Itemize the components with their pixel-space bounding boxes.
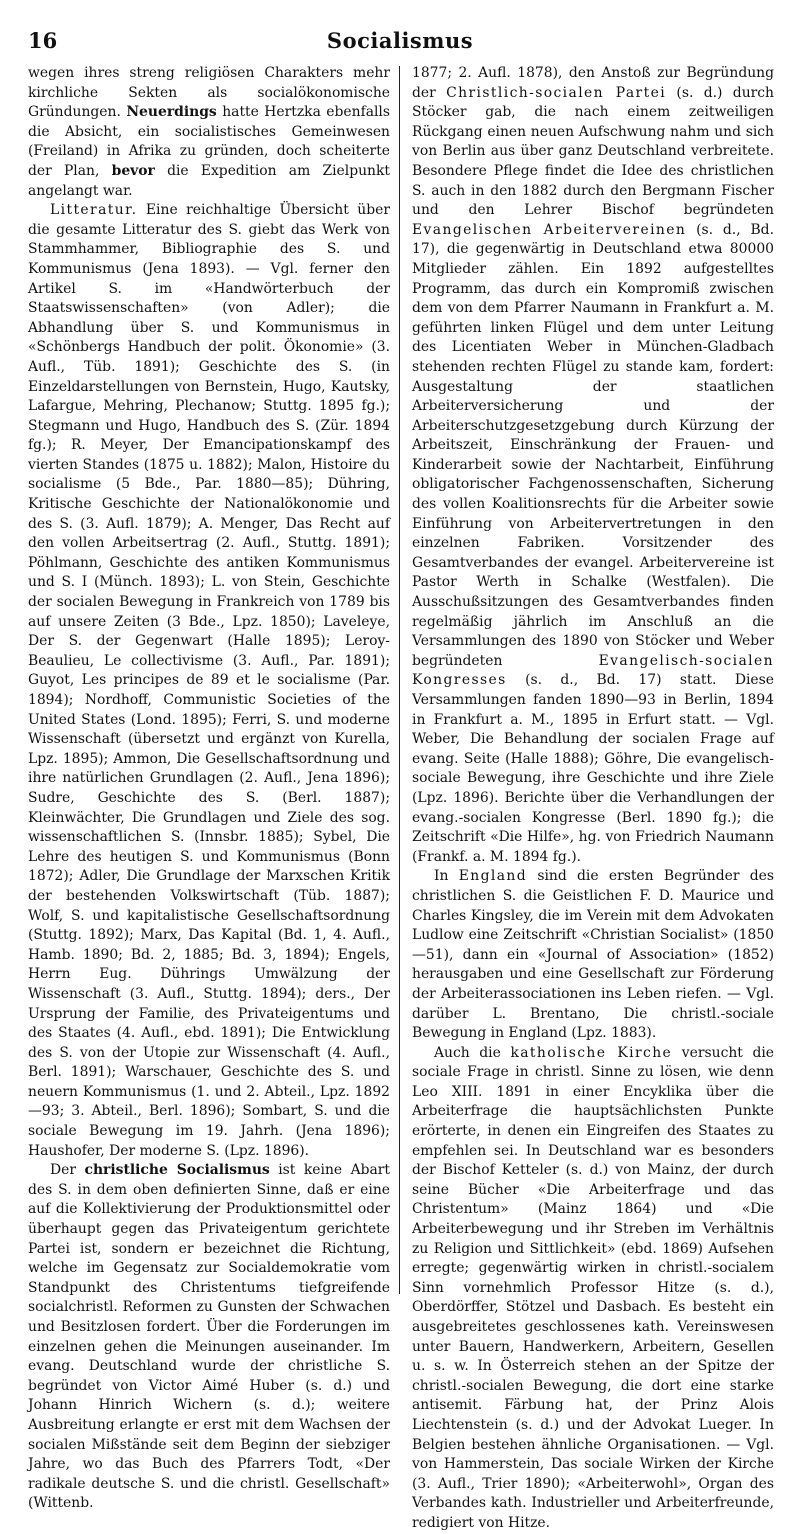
section-label: Litteratur. (50, 202, 138, 219)
text-run: wegen ihres streng religiösen Charakters mehr kirchliche Sekten als socialökonomische Gründungen. (28, 65, 390, 121)
bold-term: Neuerdings (126, 104, 217, 121)
paragraph-litteratur (28, 201, 390, 1161)
running-title: Socialismus (326, 28, 474, 53)
text-run: Eine reichhaltige Übersicht über die gesamte Litteratur des S. giebt das Werk von Stammhammer, Bibliographie des S. und Kommunismus (Jena 1893). — Vgl. ferner den Artikel S. im «Handwörterbuch der Staatswissenschaften» (von Adler); die Abhandlung über S. und Kommunismus in «Schönbergs Handbuch der polit. Ökonomie» (3. Aufl., Tüb. 1891); Geschichte des S. (in Einzeldarstellungen von Bernstein, Hugo, Kautsky, Lafargue, Mehring, Plechanow; Stuttg. 1895 fg.); Stegmann und Hugo, Handbuch des S. (Zür. 1894 fg.); R. Meyer, Der Emancipationskampf des vierten Standes (1875 u. 1882); Malon, Histoire du socialisme (5 Bde., Par. 1880—85); Dühring, Kritische Geschichte der Nationalökonomie und des S. (3. Aufl. 1879); A. Menger, Das Recht auf den vollen Arbeitsertrag (2. Aufl., Stuttg. 1891); Pöhlmann, Geschichte des antiken Kommunismus und S. I (Münch. 1893); L. von Stein, Geschichte der socialen Bewegung in Frankreich von 1789 bis auf unsere Zeiten (3 Bde., Lpz. 1850); Laveleye, Der S. der Gegenwart (Halle 1895); Leroy-Beaulieu, Le collectivisme (3. Aufl., Par. 1891); Guyot, Les principes de 89 et le socialisme (Par. 1894); Nordhoff, Communistic Societies of the United States (Lond. 1895); Ferri, S. und moderne Wissenschaft (übersetzt und ergänzt von Kurella, Lpz. 1895); Ammon, Die Gesellschaftsordnung und ihre natürlichen Grundlagen (2. Aufl., Jena 1896); Sudre, Geschichte des S. (Berl. 1887); Kleinwächter, Die Grundlagen und Ziele des sog. wissenschaftlichen S. (Innsbr. 1885); Sybel, Die Lehre des heutigen S. und Kommunismus (Bonn 1872); Adler, Die Grundlage der Marxschen Kritik der bestehenden Volkswirtschaft (Tüb. 1887); Wolf, S. und kapitalistische Gesellschaftsordnung (Stuttg. 1892); Marx, Das Kapital (Bd. 1, 4. Aufl., Hamb. 1890; Bd. 2, 1885; Bd. 3, 1894); Engels, Herrn Eug. Dührings Umwälzung der Wissenschaft (3. Aufl., Stuttg. 1894); ders., Der Ursprung der Familie, des Privateigentums und des Staates (4. Aufl., ebd. 1891); Die Entwicklung des S. von der Utopie zur Wissenschaft (4. Aufl., Berl. 1891); Warschauer, Geschichte des S. und neuern Kommunismus (1. und 2. Abteil., Lpz. 1892—93; 3. Abteil., Berl. 1896); Sombart, S. und die sociale Bewegung im 19. Jahrh. (Jena 1896); Haushofer, Der moderne S. (Lpz. 1896). (28, 202, 390, 1159)
spaced-term: Evangelischen Arbeitervereinen (412, 221, 687, 238)
text-run: Auch die (434, 1044, 501, 1061)
page-number: 16 (28, 28, 58, 53)
text-run: ist keine Abart des S. in dem oben definierten Sinne, daß er eine auf die Kollektivierung der Produktionsmittel oder überhaupt gegen das Privateigentum gerichtete Partei ist, sondern er bezeichnet die Richtung, welche im Gegensatz zur Socialdemokratie vom Standpunkt des Christentums tiefgreifende socialchristl. Reformen zu Gunsten der Schwachen und Besitzlosen fordert. Über die Forderungen im einzelnen gehen die Meinungen auseinander. Im evang. Deutschland wurde der christliche S. begründet von Victor Aimé Huber (s. d.) und Johann Hinrich Wichern (s. d.); weitere Ausbreitung erlangte er erst mit dem Wachsen der socialen Mißstände seit dem Beginn der siebziger Jahre, wo das Buch des Pfarrers Todt, «Der radikale deutsche S. und die christl. Gesellschaft» (Wittenb. (28, 1162, 391, 1512)
spaced-term: Christlich-socialen Partei (446, 84, 667, 101)
column-divider (399, 66, 400, 1294)
right-column (412, 64, 774, 1534)
paragraph-katholische-kirche (412, 1044, 774, 1534)
text-run: (s. d., Bd. 17) statt. Diese Versammlungen fanden 1890—93 in Berlin, 1894 in Frankfurt a. M., 1895 in Erfurt statt. — Vgl. Weber, Die Behandlung der socialen Frage auf evang. Seite (Halle 1888); Göhre, Die evangelisch-sociale Bewegung, ihre Geschichte und ihre Ziele (Lpz. 1896). Berichte über die Verhandlungen der evang.-socialen Kongresse (Berl. 1890 fg.); die Zeitschrift «Die Hilfe», hg. von Friedrich Naumann (Frankf. a. M. 1894 fg.). (412, 672, 774, 865)
text-run: (s. d.) durch Stöcker gab, die nach einem zeitweiligen Rückgang einen neuen Aufschwung nahm und sich von Berlin aus über ganz Deutschland verbreitete. Besondere Pflege findet die Idee des christlichen S. auch in den 1882 durch den Bergmann Fischer und den Lehrer Bischof begründeten (412, 84, 774, 219)
spaced-term: Evangelisch-socialen Kongresses (412, 652, 774, 689)
spaced-term: katholische Kirche (510, 1044, 673, 1061)
left-column (28, 64, 390, 1514)
text-run: 1877; 2. Aufl. 1878), den Anstoß zur Begründung der (412, 65, 774, 101)
bold-term: bevor (111, 162, 155, 179)
spaced-term: England (458, 868, 528, 885)
text-run: (s. d., Bd. 17), die gegenwärtig in Deutschland etwa 80000 Mitglieder zählen. Ein 1892 aufgestelltes Programm, das durch ein Kompromiß zwischen dem von dem Pfarrer Naumann in Frankfurt a. M. geführten linken Flügel und dem unter Leitung des Licentiaten Weber in München-Gladbach stehenden rechten Flügel zu stande kam, fordert: Ausgestaltung der staatlichen Arbeiterversicherung und der Arbeiterschutzgesetzgebung durch Kürzung der Arbeitszeit, Einschränkung der Frauen- und Kinderarbeit sowie der Nachtarbeit, Einführung obligatorischer Fachgenossenschaften, Sicherung des vollen Koalitionsrechts für die Arbeiter sowie Einführung von Arbeitervertretungen in den einzelnen Fabriken. Vorsitzender des Gesamtverbandes der evangel. Arbeitervereine ist Pastor Werth in Schalke (Westfalen). Die Ausschußsitzungen des Gesamtverbandes finden regelmäßig jährlich im Anschluß an die Versammlungen des 1890 von Stöcker und Weber begründeten (412, 221, 774, 669)
paragraph-christlicher-socialismus (28, 1161, 390, 1514)
bold-term: christliche Socialismus (84, 1162, 270, 1179)
paragraph-hertzka (28, 64, 390, 201)
text-run: Der (50, 1162, 76, 1179)
paragraph-christlich-sociale-partei (412, 64, 774, 867)
paragraph-england (412, 867, 774, 1043)
text-run: versucht die sociale Frage in christl. Sinne zu lösen, wie denn Leo XIII. 1891 in einer Encyklika über die Arbeiterfrage die hauptsächlichsten Punkte erörterte, in denen ein Eingreifen des Staates zu empfehlen sei. In Deutschland war es besonders der Bischof Ketteler (s. d.) von Mainz, der durch seine Bücher «Die Arbeiterfrage und das Christentum» (Mainz 1864) und «Die Arbeiterbewegung und ihr Streben im Verhältnis zu Religion und Sittlichkeit» (ebd. 1869) Aufsehen erregte; gegenwärtig wirken in christl.-socialem Sinn vornehmlich Professor Hitze (s. d.), Oberdörffer, Stötzel und Dasbach. Es besteht ein ausgebreitetes geschlossenes kath. Vereinswesen unter Bauern, Handwerkern, Arbeitern, Gesellen u. s. w. In Österreich stehen an der Spitze der christl.-socialen Bewegung, die dort eine starke antisemit. Färbung hat, der Prinz Alois Liechtenstein (s. d.) und der Advokat Lueger. In Belgien bestehen ähnliche Organisationen. — Vgl. von Hammerstein, Das sociale Wirken der Kirche (3. Aufl., Trier 1890); «Arbeiterwohl», Organ des Verbandes kath. Industrieller und Arbeiterfreunde, redigiert von Hitze. (412, 1044, 775, 1531)
text-run: hatte Hertzka ebenfalls die Absicht, ein socialistisches Gemeinwesen (Freiland) in Afrika zu gründen, doch scheiterte der Plan, (28, 104, 391, 179)
page-header (28, 28, 772, 58)
text-run: die Expedition am Zielpunkt angelangt war. (28, 162, 390, 199)
text-run: In (434, 868, 449, 885)
text-run: sind die ersten Begründer des christlichen S. die Geistlichen F. D. Maurice und Charles Kingsley, die im Verein mit dem Advokaten Ludlow eine Zeitschrift «Christian Socialist» (1850—51), dann ein «Journal of Association» (1852) herausgaben und eine Gesellschaft zur Förderung der Arbeiterassociationen ins Leben riefen. — Vgl. darüber L. Brentano, Die christl.-sociale Bewegung in England (Lpz. 1883). (412, 868, 774, 1042)
